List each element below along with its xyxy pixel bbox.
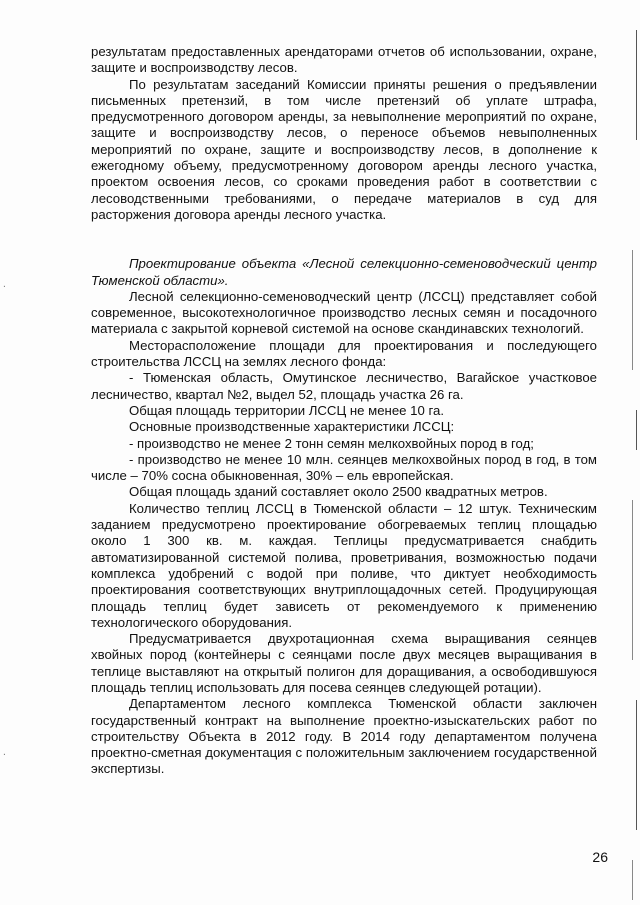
scan-artifact: · [2,750,7,759]
scan-artifact [632,250,633,370]
paragraph: Предусматривается двухротационная схема выращивания сеянцев хвойных пород (контейнеры с сеянцами после двух месяцев выращивания в теплице выставляют на открытый полигон для доращивания, а освободившуюся площадь теплиц использовать для посева сеянцев следующей ротации). [91,631,597,695]
list-item: - Тюменская область, Омутинское лесничество, Вагайское участковое лесничество, квартал №2, выдел 52, площадь участка 26 га. [91,370,597,402]
paragraph: Количество теплиц ЛССЦ в Тюменской области – 12 штук. Техническим заданием предусмотрено проектирование обогреваемых теплиц площадью около 1 300 кв. м. каждая. Теплицы предусматривается снабдить автоматизированной системой полива, проветривания, возможностью подачи комплекса удобрений с водой при поливе, что диктует необходимость проектирования соответствующих внутриплощадочных сетей. Продуцирующая площадь теплиц будет зависеть от рекомендуемого к применению технологического оборудования. [91,500,597,630]
paragraph: По результатам заседаний Комиссии приняты решения о предъявлении письменных претензий, в том числе претензий об уплате штрафа, предусмотренного договором аренды, за невыполнение мероприятий по охране, защите и воспроизводству лесов, о переносе объемов невыполненных мероприятий по охране, защите и воспроизводству лесов, в дополнение к ежегодному объему, предусмотренному договором аренды лесного участка, проектом освоения лесов, со сроками проведения работ в соответствии с лесоводственными требованиями, о передаче материалов в суд для расторжения договора аренды лесного участка. [91,76,597,222]
paragraph: Общая площадь зданий составляет около 2500 квадратных метров. [129,484,548,500]
page-body [91,44,597,778]
scan-artifact: · [2,282,7,291]
paragraph: результатам предоставленных арендаторами отчетов об использовании, охране, защите и воспроизводству лесов. [91,44,597,76]
list-item: - производство не менее 10 млн. сеянцев мелкохвойных пород в год, в том числе – 70% сосна обыкновенная, 30% – ель европейская. [91,451,597,484]
scan-artifact [632,500,633,660]
paragraph: Лесной селекционно-семеноводческий центр (ЛССЦ) представляет собой современное, высокотехнологичное производство лесных семян и посадочного материала с закрытой корневой системой на основе скандинавских технологий. [91,288,597,337]
paragraph: Месторасположение площади для проектирования и последующего строительства ЛССЦ на землях лесного фонда: [91,337,597,370]
section-heading: Проектирование объекта «Лесной селекционно-семеноводческий центр Тюменской области». [91,256,597,288]
paragraph: Основные производственные характеристики ЛССЦ: [129,419,455,435]
scan-artifact [632,860,633,900]
page-number: 26 [592,849,608,865]
list-item: - производство не менее 2 тонн семян мелкохвойных пород в год; [129,435,534,451]
scan-artifact [636,30,637,140]
paragraph: Департаментом лесного комплекса Тюменской области заключен государственный контракт на выполнение проектно-изыскательских работ по строительству Объекта в 2012 году. В 2014 году департаментом получена проектно-сметная документация с положительным заключением государственной экспертизы. [91,696,597,777]
scan-artifact [636,410,637,450]
scan-artifact [636,700,637,830]
section-gap [91,223,597,256]
paragraph: Общая площадь территории ЛССЦ не менее 10 га. [129,402,445,418]
